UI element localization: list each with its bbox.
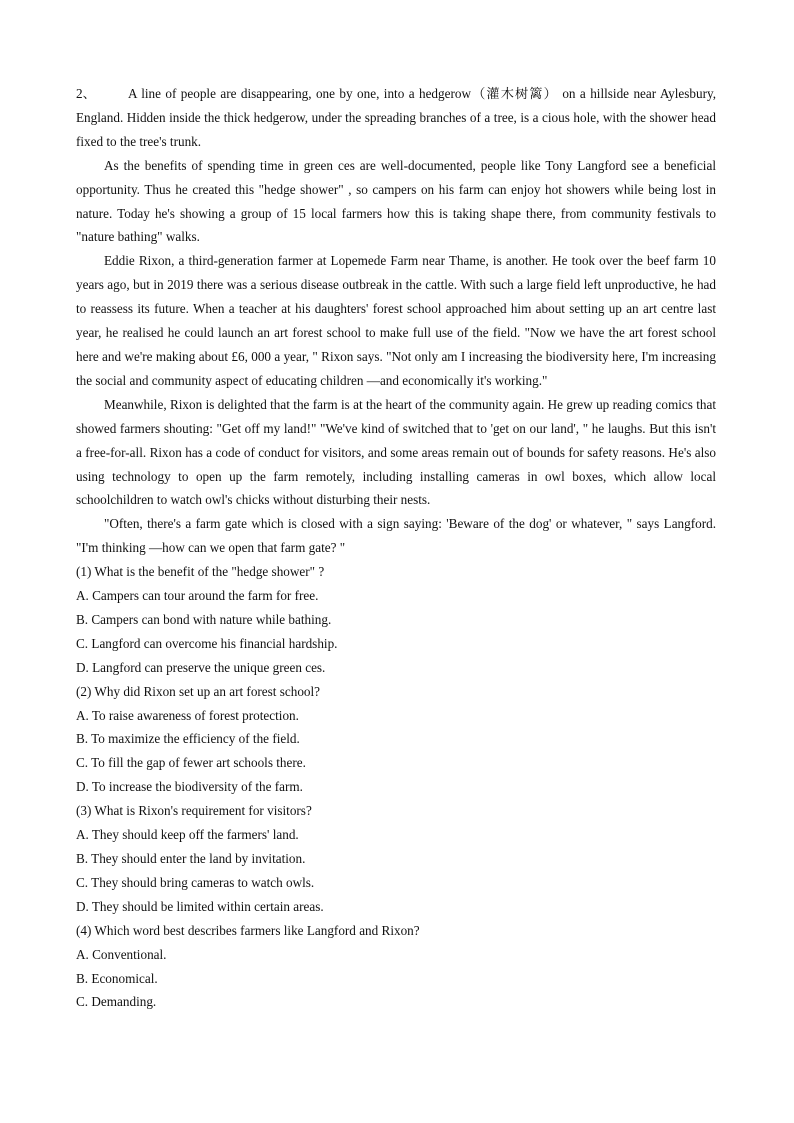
passage-paragraph-4: Meanwhile, Rixon is delighted that the farm is at the heart of the community again. He grew up reading comics that showed farmers shouting: "Get off my land!" "We've kind of switched that to 'get on our land', " he laughs. But this isn't a free-for-all. Rixon has a code of conduct for visitors, and some areas remain out of bounds for safety reasons. He's also using technology to open up the farm remotely, including installing cameras in owl boxes, which allow local schoolchildren to watch owl's chicks without disturbing their nests. <box>76 396 716 508</box>
option-b: B. They should enter the land by invitation. <box>76 851 306 866</box>
paragraph-text: A line of people are disappearing, one by one, into a hedgerow（灌木树篱） on a hillside near Aylesbury, England. Hidden inside the thick hedgerow, under the spreading branches of a tree, is a cious hole, with the shower head fixed to the tree's trunk. <box>76 86 716 149</box>
option-c: C. Langford can overcome his financial hardship. <box>76 635 338 651</box>
passage-paragraph-5: "Often, there's a farm gate which is closed with a sign saying: 'Beware of the dog' or whatever, " says Langford. "I'm thinking —how can we open that farm gate? " <box>76 516 716 556</box>
option-d: D. To increase the biodiversity of the farm. <box>76 779 303 795</box>
option-c: C. They should bring cameras to watch owls. <box>76 874 315 890</box>
question-3 <box>76 799 716 919</box>
option-a: A. Campers can tour around the farm for free. <box>76 588 319 604</box>
option-b: B. To maximize the efficiency of the field. <box>76 731 300 747</box>
passage-paragraph-2: As the benefits of spending time in green ces are well-documented, people like Tony Langford see a beneficial opportunity. Thus he created this "hedge shower" , so campers on his farm can enjoy hot showers while being lost in nature. Today he's showing a group of 15 local farmers how this is taking shape there, from community festivals to "nature bathing" walks. <box>76 157 716 245</box>
option-c: C. Demanding. <box>76 994 157 1010</box>
passage-paragraph-3: Eddie Rixon, a third-generation farmer at Lopemede Farm near Thame, is another. He took over the beef farm 10 years ago, but in 2019 there was a serious disease outbreak in the cattle. With such a large field left unproductive, he had to reassess its future. When a teacher at his daughters' forest school approached him about setting up an art centre last year, he realised he could launch an art forest school to make full use of the field. "Now we have the art forest school here and we're making about £6, 000 a year, " Rixon says. "Not only am I increasing the biodiversity here, I'm increasing the social and community aspect of educating children —and economically it's working." <box>76 253 716 388</box>
option-c: C. To fill the gap of fewer art schools there. <box>76 755 306 771</box>
passage-paragraph-1 <box>76 82 716 154</box>
option-d: D. They should be limited within certain areas. <box>76 898 324 914</box>
question-1 <box>76 560 716 680</box>
question-stem: (1) What is the benefit of the "hedge shower" ? <box>76 564 325 580</box>
question-stem: (4) Which word best describes farmers like Langford and Rixon? <box>76 922 420 938</box>
option-d: D. Langford can preserve the unique green ces. <box>76 659 326 675</box>
option-b: B. Economical. <box>76 970 158 986</box>
option-a: A. They should keep off the farmers' land. <box>76 827 299 843</box>
option-a: A. Conventional. <box>76 946 167 962</box>
question-2 <box>76 680 716 800</box>
reading-passage <box>76 82 716 1014</box>
question-number: 2、 <box>76 86 96 101</box>
question-stem: (2) Why did Rixon set up an art forest school? <box>76 683 321 699</box>
option-b: B. Campers can bond with nature while bathing. <box>76 611 332 627</box>
question-4 <box>76 919 716 1015</box>
question-stem: (3) What is Rixon's requirement for visitors? <box>76 803 312 819</box>
option-a: A. To raise awareness of forest protection. <box>76 707 299 723</box>
